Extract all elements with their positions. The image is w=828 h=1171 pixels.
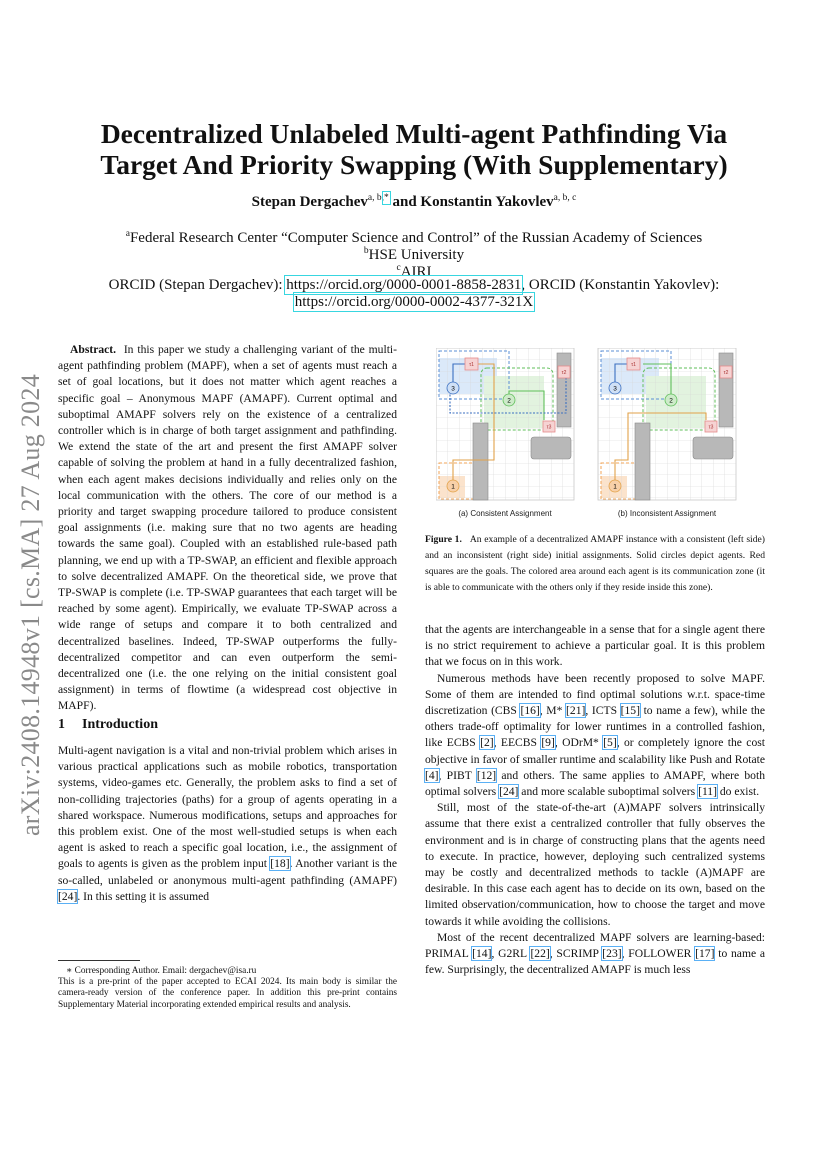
citation-link[interactable]: [15] [620,704,640,718]
svg-text:τ2: τ2 [723,370,729,376]
right-column [425,622,765,978]
text: , FOLLOWER [621,947,696,961]
footnote-star: ∗ [66,966,73,976]
section-title: Introduction [82,717,158,732]
citation-link[interactable]: [16] [520,704,540,718]
authors [60,193,768,211]
footnote-line-1 [58,966,397,977]
author-1-affil: a, b, [367,193,384,203]
section-number: 1 [58,717,65,732]
svg-text:τ1: τ1 [631,362,636,368]
citation-link[interactable]: [4] [425,768,439,782]
text: , M* [539,704,567,718]
orcid-link-2[interactable]: https://orcid.org/0000-0002-4377-321X [294,294,534,310]
citation-link[interactable]: [24] [499,785,519,799]
svg-text:τ3: τ3 [708,424,714,431]
intro-text-c: . In this setting it is assumed [77,889,210,903]
text: , ODrM* [554,736,604,750]
text: do exist. [716,785,760,799]
citation-link[interactable]: [12] [476,768,497,782]
affil-c-text: AIRI [400,264,432,280]
caption-label: Figure 1. [425,534,462,545]
orcid-line-1 [60,276,768,294]
goal-1-label: τ1 [469,362,474,368]
paragraph: that the agents are interchangeable in a sense that for a single agent there is no strict requirement to achieve a particular goal. It is this problem that we focus on in this work. [425,623,765,669]
paragraph [425,671,765,801]
footnote-email: Corresponding Author. Email: dergachev@isa.ru [72,966,257,976]
text: , G2RL [491,947,531,961]
paragraph: Still, most of the state-of-the-art (A)MAPF solvers intrinsically assume that there exist a centralized controller that fully observes the environment and is in charge of constructing plans that the agents need to execute. In practice, however, deploying such centralized systems may be costly and decentralized methods to tackle (A)MAPF are desirable. In this case each agent has to decide on its own, based on the limited observation/communication, how to choose the target and move towards it while avoiding the collisions. [425,801,765,928]
citation-link[interactable]: [17] [695,947,715,961]
title-line-2: Target And Priority Swapping (With Supplementary) [100,149,728,180]
citation-link[interactable]: [14] [472,947,492,961]
obstacle [693,437,733,459]
goal-3-label: τ3 [546,424,552,431]
abstract-label: Abstract. [70,343,117,356]
citation-link[interactable]: [22] [530,947,550,961]
obstacle [531,437,571,459]
author-2-affil: a, b, c [553,193,577,203]
agent-2-label: 2 [507,397,511,405]
orcid-line-2 [60,293,768,311]
arxiv-identifier: arXiv:2408.14948v1 [cs.MA] 27 Aug 2024 [16,373,45,837]
text: , EECBS [493,736,542,750]
author-1: Stepan Dergachev [251,194,368,210]
text: to name a few), while the others trade-off optimality for lower runtimes in a controlled fashion, like ECBS [425,704,765,750]
figure-caption [425,532,765,596]
citation-link[interactable]: [11] [698,785,717,799]
text: , SCRIMP [549,947,603,961]
citation-link[interactable]: [9] [541,736,555,750]
affil-a-text: Federal Research Center “Computer Science and Control” of the Russian Academy of Sciences [129,230,703,246]
footnote-rule [58,960,140,961]
agent-1-label: 1 [451,483,455,491]
footnote-line-2: This is a pre-print of the paper accepted to ECAI 2024. Its main body is similar the camera-ready version of the conference paper. In addition this pre-print contains Supplementary Material incorporating extended empirical results and analysis. [58,977,397,1010]
abstract [58,342,397,715]
panel-b [598,348,736,500]
affil-a-sup: a [125,229,130,239]
citation-link[interactable]: [23] [602,947,622,961]
section-heading [58,717,397,733]
citation-link[interactable]: [18] [270,857,290,871]
affil-b-sup: b [363,246,369,256]
obstacle [473,423,488,500]
affil-b-text: HSE University [368,247,465,263]
svg-text:2: 2 [669,397,673,405]
orcid-link-1[interactable]: https://orcid.org/0000-0001-8858-2831 [286,277,522,293]
figure-1-diagram [436,348,750,524]
orcid-mid: , ORCID (Konstantin Yakovlev): [521,277,720,293]
intro-text-b: . Another variant is the so-called, unlabeled or anonymous multi-agent pathfinding (AMAPF) [58,857,397,887]
goal-2-label: τ2 [561,370,567,376]
text: and more scalable suboptimal solvers [518,785,699,799]
author-2: and Konstantin Yakovlev [388,194,554,210]
text: and others. The same applies to AMAPF, where both optimal solvers [425,768,766,799]
text: Most of the recent decentralized MAPF solvers are learning-based: PRIMAL [425,930,765,961]
obstacle [719,353,733,427]
figure-1 [436,348,750,524]
text: to name a few. Surprisingly, the decentralized AMAPF is much less [425,947,766,977]
text: , or completely ignore the cost objective in favor of smaller runtime and scalability like Push and Rotate [425,736,765,766]
paper-title [60,118,768,180]
intro-paragraph [58,743,397,905]
citation-link[interactable]: [5] [603,736,617,750]
obstacle [635,423,650,500]
corresponding-author-link[interactable]: * [384,193,389,203]
paragraph [425,930,765,979]
svg-text:1: 1 [613,483,617,491]
subcaption-b: (b) Inconsistent Assignment [617,509,717,518]
title-line-1: Decentralized Unlabeled Multi-agent Pathfinding Via [100,118,728,149]
agent-3-label: 3 [451,385,455,393]
svg-text:3: 3 [613,385,617,393]
abstract-text: In this paper we study a challenging variant of the multi-agent pathfinding problem (MAPF), when a set of agents must reach a set of goal locations, but it does not matter which agent reaches a specific goal – Anonymous MAPF (AMAPF). Current optimal and suboptimal AMAPF solvers rely on the existence of a centralized controller which is in charge of both target assignment and pathfinding. We extend the state of the art and present the first AMAPF solver capable of solving the problem at hand in a fully decentralized fashion, when each agent makes decisions individually and relies only on the local communication with the others. The core of our method is a priority and target swapping procedure tailored to produce consistent goal assignments (i.e. making sure that no two agents are heading towards the same goal). Coupled with an established rule-based path planning, we end up with a TP-SWAP, an efficient and flexible approach to solve decentralized AMAPF. On the theoretical side, we prove that TP-SWAP is complete (i.e. TP-SWAP guarantees that each target will be reached by some agent). Empirically, we evaluate TP-SWAP across a wide range of setups and compare it to both centralized and decentralized baselines. Indeed, TP-SWAP outperforms the fully-decentralized competitor and can even outperform the semi-decentralized one (i.e. the one relying on the initial consistent goal assignment) in terms of flowtime (a widespread cost objective in MAPF). [58,343,397,713]
text: Numerous methods have been recently proposed to solve MAPF. Some of them are intended to find optimal solutions w.r.t. space-time discretization (CBS [425,671,765,718]
citation-link[interactable]: [24] [58,889,78,903]
panel-a [436,348,574,500]
obstacle [557,353,571,427]
intro-text-a: Multi-agent navigation is a vital and non-trivial problem which arises in various practical applications such as mobile robotics, transportation systems, video-games etc. Generally, the problem asks to find a set of non-colliding trajectories (paths) for a group of agents operating in a shared workspace. Numerous modifications, setups and approaches for this problem exist. One of the most well-studied setups is when each agent is asked to reach a specific goal location, i.e., the assignment of goals to agents is given as the problem input [58,744,397,871]
subcaption-a: (a) Consistent Assignment [458,509,552,518]
footnote [58,966,397,1011]
orcid-prefix: ORCID (Stepan Dergachev): [108,277,287,293]
caption-text: An example of a decentralized AMAPF instance with a consistent (left side) and an inconsistent (right side) initial assignments. Solid circles depict agents. Red squares are the goals. The colored area around each agent is its communication zone (it is able to communicate with the others only if they reside inside this zone). [425,534,765,593]
text: , ICTS [585,704,621,718]
text: , PIBT [438,768,477,782]
affil-c-sup: c [396,263,401,273]
citation-link[interactable]: [2] [480,736,494,750]
citation-link[interactable]: [21] [566,704,586,718]
